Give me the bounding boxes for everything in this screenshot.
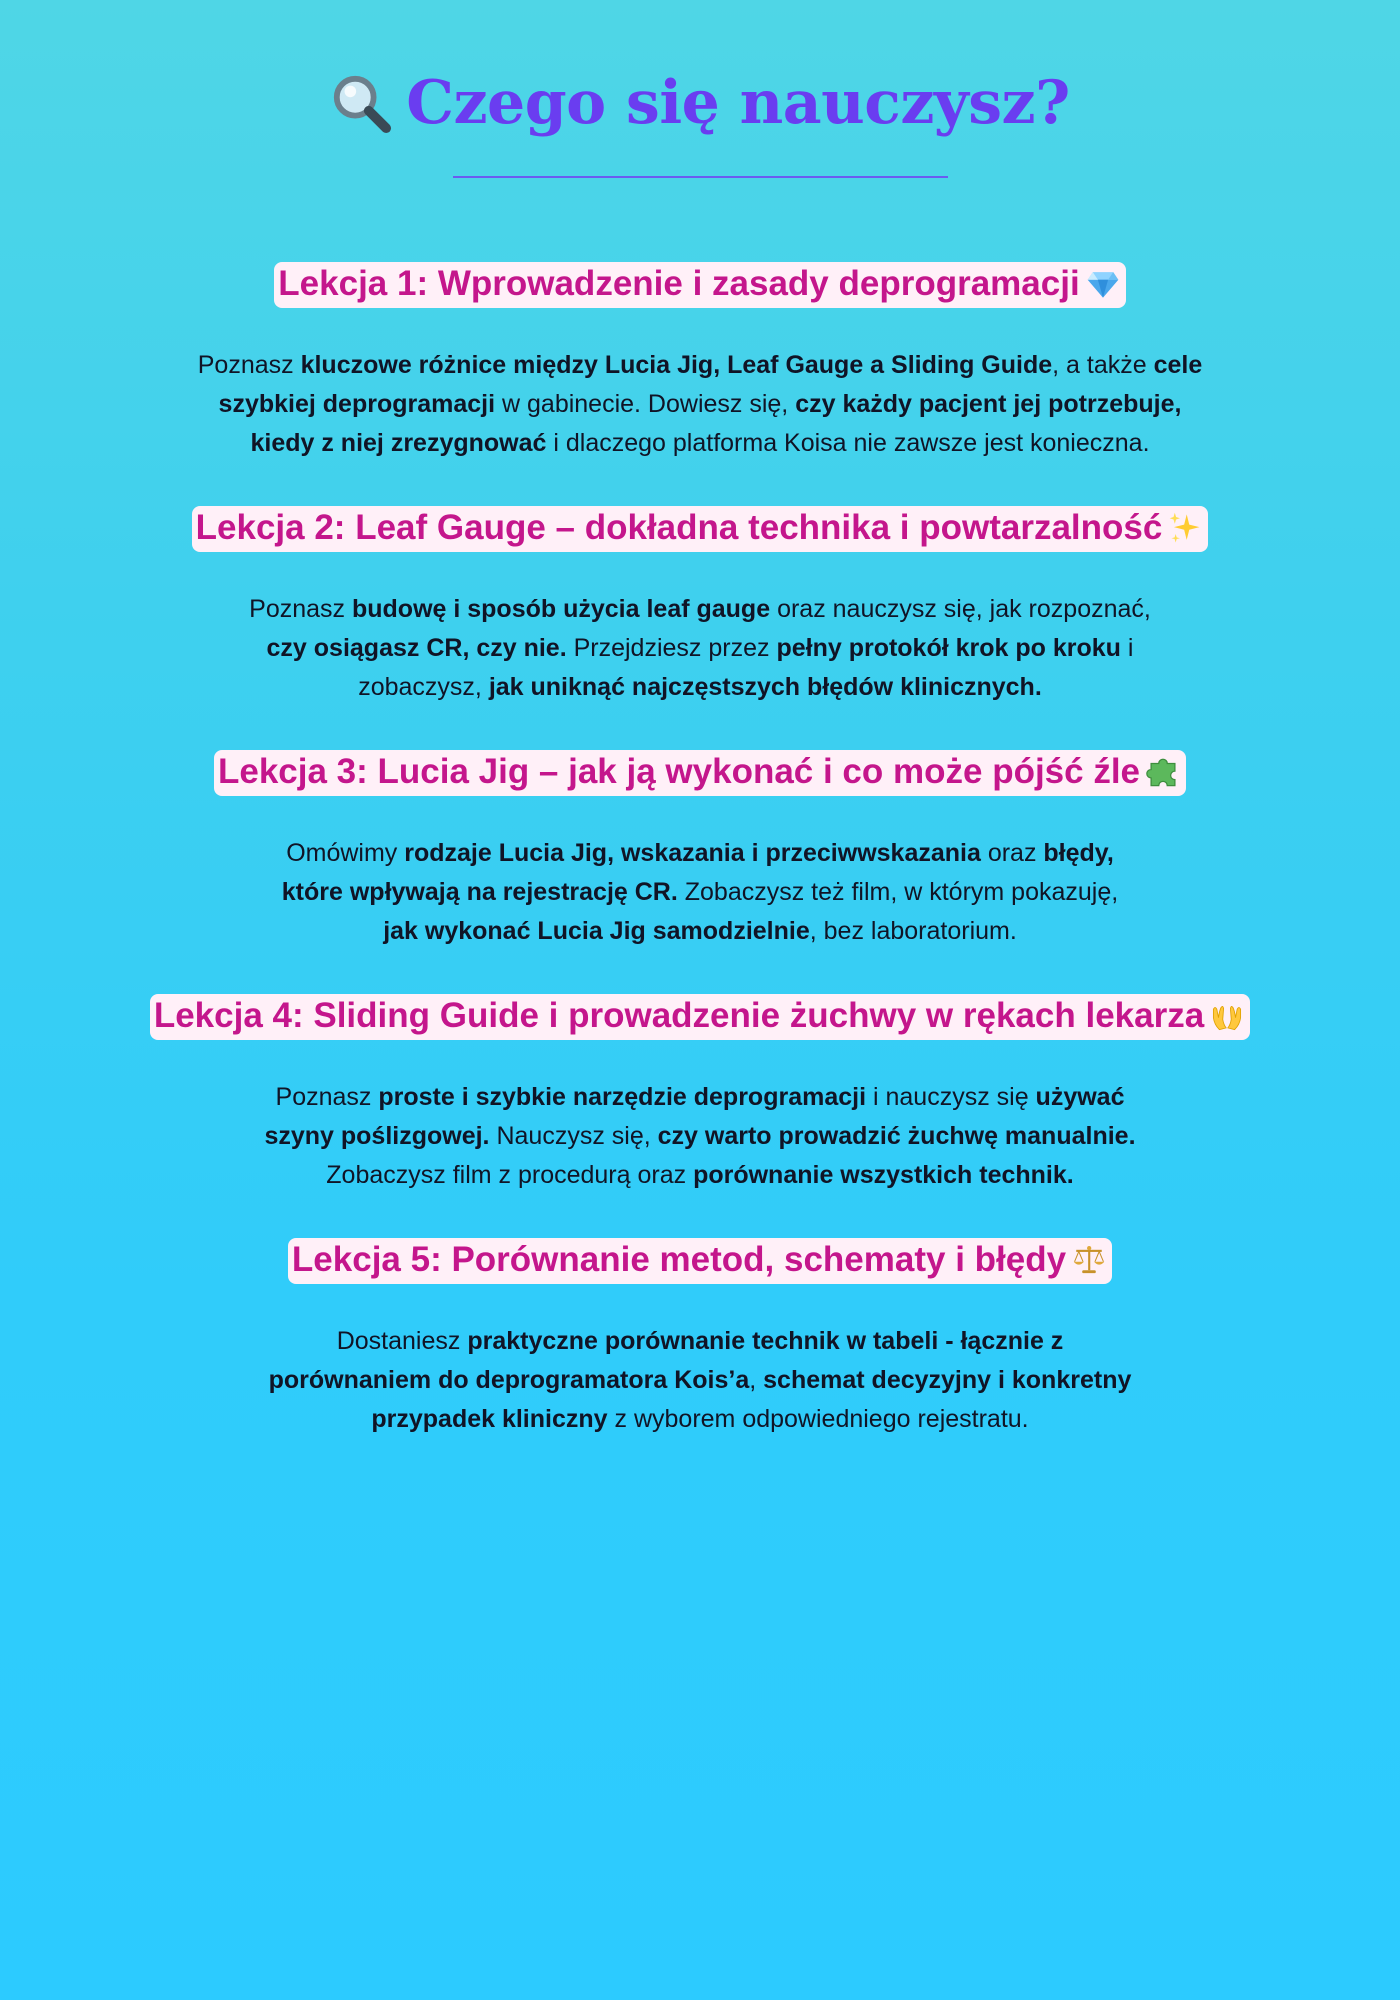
description-line <box>0 1361 1400 1400</box>
title-divider <box>453 176 948 178</box>
plain-text: zobaczysz, <box>358 673 489 701</box>
lesson-description <box>0 346 1400 463</box>
emphasis-text: jak wykonać Lucia Jig samodzielnie <box>383 917 810 945</box>
emphasis-text: czy warto prowadzić żuchwę manualnie. <box>657 1122 1136 1150</box>
description-line <box>0 385 1400 424</box>
plain-text: z wyborem odpowiedniego rejestratu. <box>607 1405 1029 1433</box>
emphasis-text: budowę i sposób użycia leaf gauge <box>351 595 771 623</box>
plain-text: Nauczysz się, <box>489 1122 658 1150</box>
emphasis-text: porównaniem do deprogramatora Kois’a <box>268 1366 750 1394</box>
lesson-heading <box>288 1238 1112 1284</box>
plain-text: , a także <box>1052 351 1154 379</box>
emphasis-text: czy osiągasz CR, czy nie. <box>266 634 567 662</box>
description-line <box>0 668 1400 707</box>
page-title <box>330 68 1070 138</box>
plain-text: Poznasz <box>197 351 301 379</box>
lesson-heading-text: Lekcja 5: Porównanie metod, schematy i błędy <box>291 1240 1067 1279</box>
lesson-heading-text: Lekcja 2: Leaf Gauge – dokładna technika i powtarzalność <box>195 508 1163 547</box>
emphasis-text: szyny poślizgowej. <box>264 1122 490 1150</box>
plain-text: , bez laboratorium. <box>809 917 1017 945</box>
description-line <box>0 346 1400 385</box>
emphasis-text: porównanie wszystkich technik. <box>693 1161 1074 1189</box>
lesson-heading <box>274 262 1125 308</box>
lesson-description <box>0 1322 1400 1439</box>
plain-text: oraz <box>980 839 1044 867</box>
emphasis-text: proste i szybkie narzędzie deprogramacji <box>378 1083 867 1111</box>
emphasis-text: rodzaje Lucia Jig, wskazania i przeciwwskazania <box>404 839 981 867</box>
plain-text: i <box>1120 634 1134 662</box>
title-block <box>0 68 1400 138</box>
description-line <box>0 1400 1400 1439</box>
balance-scale-icon <box>1072 1243 1106 1277</box>
emphasis-text: kluczowe różnice między Lucia Jig, Leaf Gauge a Sliding Guide <box>300 351 1053 379</box>
lesson-section <box>0 262 1400 463</box>
description-line <box>0 590 1400 629</box>
plain-text: Zobaczysz film z procedurą oraz <box>326 1161 694 1189</box>
lesson-heading <box>192 506 1209 552</box>
plain-text: Zobaczysz też film, w którym pokazuję, <box>677 878 1119 906</box>
plain-text: Dostaniesz <box>336 1327 468 1355</box>
emphasis-text: czy każdy pacjent jej potrzebuje, <box>795 390 1182 418</box>
description-line <box>0 834 1400 873</box>
puzzle-piece-icon <box>1146 755 1180 789</box>
plain-text: , <box>749 1366 764 1394</box>
emphasis-text: używać <box>1035 1083 1125 1111</box>
description-line <box>0 1322 1400 1361</box>
lesson-section <box>0 1238 1400 1439</box>
emphasis-text: które wpływają na rejestrację CR. <box>281 878 678 906</box>
plain-text: Poznasz <box>249 595 352 623</box>
sparkles-icon <box>1168 511 1202 545</box>
plain-text: i nauczysz się <box>866 1083 1036 1111</box>
description-line <box>0 424 1400 463</box>
lesson-heading-text: Lekcja 3: Lucia Jig – jak ją wykonać i co może pójść źle <box>217 752 1141 791</box>
lesson-heading <box>150 994 1250 1040</box>
emphasis-text: cele <box>1153 351 1203 379</box>
emphasis-text: praktyczne porównanie technik w tabeli - łącznie z <box>467 1327 1064 1355</box>
plain-text: i dlaczego platforma Koisa nie zawsze jest konieczna. <box>546 429 1150 457</box>
gem-icon <box>1086 267 1120 301</box>
lesson-section <box>0 750 1400 951</box>
description-line <box>0 1117 1400 1156</box>
emphasis-text: jak uniknąć najczęstszych błędów klinicznych. <box>488 673 1042 701</box>
page-title-text: Czego się nauczysz? <box>406 68 1070 138</box>
lesson-description <box>0 1078 1400 1195</box>
description-line <box>0 1156 1400 1195</box>
plain-text: Przejdziesz przez <box>566 634 777 662</box>
lesson-description <box>0 590 1400 707</box>
plain-text: Omówimy <box>286 839 405 867</box>
plain-text: Poznasz <box>275 1083 379 1111</box>
lesson-description <box>0 834 1400 951</box>
emphasis-text: błędy, <box>1043 839 1114 867</box>
emphasis-text: pełny protokół krok po kroku <box>776 634 1121 662</box>
emphasis-text: kiedy z niej zrezygnować <box>250 429 547 457</box>
lesson-section <box>0 506 1400 707</box>
lesson-heading <box>214 750 1186 796</box>
description-line <box>0 912 1400 951</box>
description-line <box>0 629 1400 668</box>
lesson-heading-text: Lekcja 4: Sliding Guide i prowadzenie żuchwy w rękach lekarza <box>153 996 1205 1035</box>
plain-text: w gabinecie. Dowiesz się, <box>495 390 796 418</box>
magnifier-icon <box>330 72 392 134</box>
lesson-section <box>0 994 1400 1195</box>
emphasis-text: schemat decyzyjny i konkretny <box>763 1366 1132 1394</box>
open-hands-icon <box>1210 999 1244 1033</box>
emphasis-text: szybkiej deprogramacji <box>218 390 496 418</box>
description-line <box>0 873 1400 912</box>
emphasis-text: przypadek kliniczny <box>371 1405 608 1433</box>
description-line <box>0 1078 1400 1117</box>
lesson-heading-text: Lekcja 1: Wprowadzenie i zasady deprogramacji <box>278 264 1080 303</box>
plain-text: oraz nauczysz się, jak rozpoznać, <box>770 595 1151 623</box>
